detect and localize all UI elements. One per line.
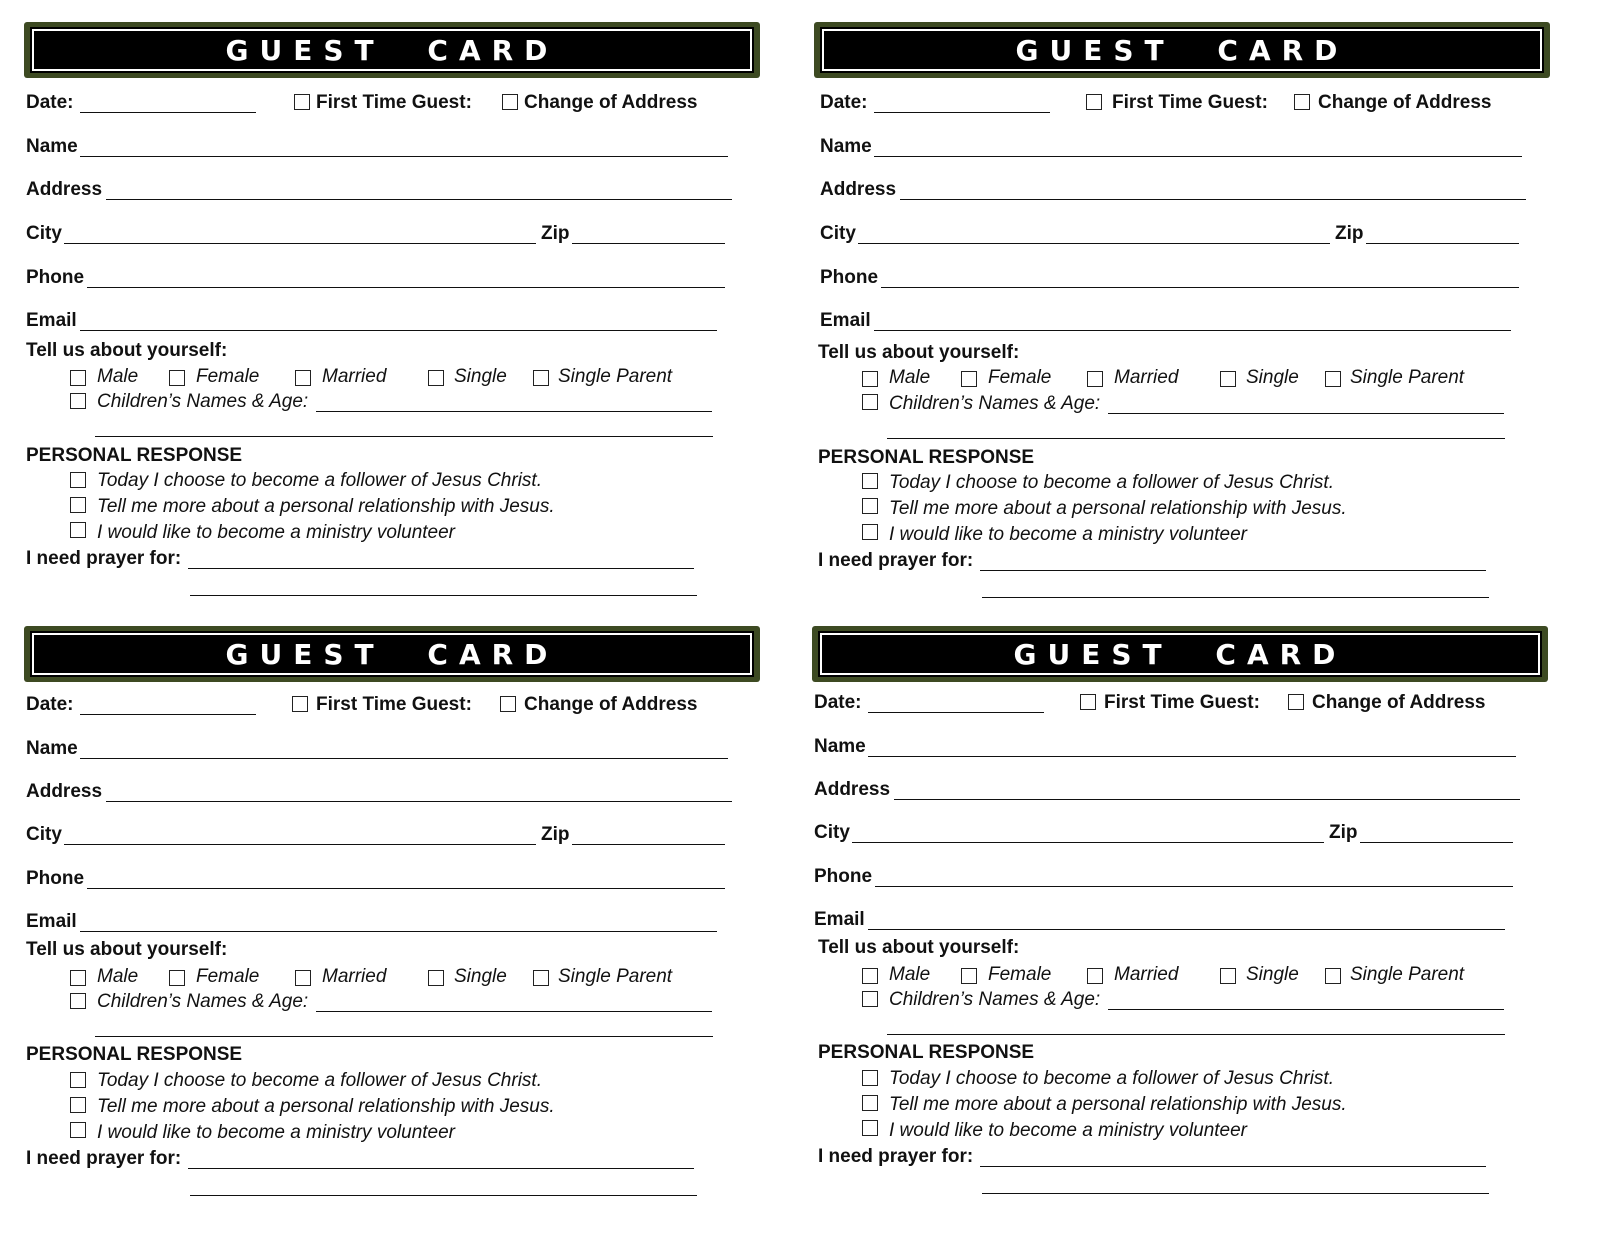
male-checkbox[interactable] (70, 970, 86, 986)
single-parent-checkbox[interactable] (1325, 371, 1341, 387)
married-label: Married (322, 966, 387, 987)
change-of-address-label: Change of Address (1318, 92, 1492, 113)
address-field[interactable] (106, 199, 732, 200)
zip-label: Zip (1329, 822, 1358, 843)
card-banner (24, 626, 760, 682)
single-checkbox[interactable] (1220, 371, 1236, 387)
single-parent-checkbox[interactable] (533, 970, 549, 986)
first-time-guest-checkbox[interactable] (294, 94, 310, 110)
name-field[interactable] (874, 156, 1522, 157)
children-field-continued[interactable] (95, 1036, 713, 1037)
change-of-address-checkbox[interactable] (502, 94, 518, 110)
married-label: Married (1114, 964, 1179, 985)
city-label: City (26, 223, 62, 244)
phone-label: Phone (26, 267, 85, 288)
volunteer-label: I would like to become a ministry volunteer (889, 524, 1247, 545)
volunteer-checkbox[interactable] (862, 524, 878, 540)
volunteer-label: I would like to become a ministry volunteer (97, 1122, 455, 1143)
female-label: Female (988, 367, 1052, 388)
children-label: Children’s Names & Age: (889, 393, 1101, 414)
city-label: City (26, 824, 62, 845)
first-time-guest-checkbox[interactable] (1086, 94, 1102, 110)
zip-field[interactable] (572, 844, 725, 845)
address-field[interactable] (900, 199, 1526, 200)
married-checkbox[interactable] (1087, 968, 1103, 984)
volunteer-checkbox[interactable] (862, 1120, 878, 1136)
follower-label: Today I choose to become a follower of Jesus Christ. (889, 472, 1334, 493)
married-checkbox[interactable] (295, 370, 311, 386)
first-time-guest-label: First Time Guest: (1104, 692, 1260, 713)
children-checkbox[interactable] (862, 394, 878, 410)
prayer-label: I need prayer for: (818, 550, 974, 571)
name-field[interactable] (80, 758, 728, 759)
relationship-checkbox[interactable] (862, 1095, 878, 1111)
single-checkbox[interactable] (1220, 968, 1236, 984)
change-of-address-label: Change of Address (524, 694, 698, 715)
name-label: Name (820, 136, 872, 157)
guest-card-bottom-right (812, 626, 1572, 1226)
zip-label: Zip (541, 824, 570, 845)
female-checkbox[interactable] (169, 970, 185, 986)
date-field[interactable] (874, 112, 1050, 113)
follower-checkbox[interactable] (862, 1070, 878, 1086)
personal-response-heading: PERSONAL RESPONSE (26, 1044, 243, 1065)
name-label: Name (814, 736, 866, 757)
children-checkbox[interactable] (862, 991, 878, 1007)
address-field[interactable] (106, 801, 732, 802)
zip-label: Zip (541, 223, 570, 244)
email-label: Email (26, 310, 77, 331)
personal-response-heading: PERSONAL RESPONSE (26, 445, 243, 466)
follower-checkbox[interactable] (862, 473, 878, 489)
female-checkbox[interactable] (961, 968, 977, 984)
card-title: GUEST CARD (225, 33, 559, 67)
first-time-guest-checkbox[interactable] (292, 696, 308, 712)
first-time-guest-checkbox[interactable] (1080, 694, 1096, 710)
single-label: Single (454, 966, 507, 987)
phone-field[interactable] (881, 287, 1519, 288)
name-field[interactable] (80, 156, 728, 157)
email-field[interactable] (874, 330, 1511, 331)
about-heading: Tell us about yourself: (818, 342, 1020, 363)
prayer-field[interactable] (980, 570, 1486, 571)
children-field-continued[interactable] (887, 438, 1505, 439)
phone-label: Phone (814, 866, 873, 887)
personal-response-heading: PERSONAL RESPONSE (818, 1042, 1035, 1063)
male-label: Male (97, 366, 139, 387)
single-parent-label: Single Parent (1350, 964, 1465, 985)
children-label: Children’s Names & Age: (97, 391, 309, 412)
relationship-label: Tell me more about a personal relationship with Jesus. (97, 1096, 555, 1117)
prayer-field-continued[interactable] (982, 1193, 1489, 1194)
follower-label: Today I choose to become a follower of Jesus Christ. (97, 1070, 542, 1091)
change-of-address-checkbox[interactable] (1288, 694, 1304, 710)
email-field[interactable] (80, 330, 717, 331)
single-parent-checkbox[interactable] (1325, 968, 1341, 984)
female-checkbox[interactable] (169, 370, 185, 386)
change-of-address-checkbox[interactable] (1294, 94, 1310, 110)
prayer-field[interactable] (188, 568, 694, 569)
prayer-field-continued[interactable] (982, 597, 1489, 598)
phone-label: Phone (26, 868, 85, 889)
date-label: Date: (820, 92, 868, 113)
prayer-field[interactable] (980, 1166, 1486, 1167)
date-field[interactable] (80, 112, 256, 113)
children-field[interactable] (1108, 1009, 1504, 1010)
relationship-checkbox[interactable] (862, 498, 878, 514)
date-label: Date: (26, 92, 74, 113)
children-checkbox[interactable] (70, 393, 86, 409)
card-title: GUEST CARD (1015, 33, 1349, 67)
follower-label: Today I choose to become a follower of Jesus Christ. (97, 470, 542, 491)
guest-card-top-right (814, 22, 1574, 622)
card-title: GUEST CARD (225, 637, 559, 671)
guest-card-top-left (24, 22, 784, 622)
follower-checkbox[interactable] (70, 472, 86, 488)
single-checkbox[interactable] (428, 970, 444, 986)
single-parent-label: Single Parent (558, 366, 673, 387)
single-label: Single (1246, 367, 1299, 388)
children-field[interactable] (316, 1011, 712, 1012)
address-label: Address (820, 179, 897, 200)
card-title: GUEST CARD (1013, 637, 1347, 671)
zip-label: Zip (1335, 223, 1364, 244)
city-field[interactable] (64, 844, 536, 845)
name-label: Name (26, 136, 78, 157)
name-label: Name (26, 738, 78, 759)
children-field-continued[interactable] (95, 436, 713, 437)
guest-card-bottom-left (24, 626, 784, 1226)
email-field[interactable] (80, 931, 717, 932)
card-banner (24, 22, 760, 78)
date-field[interactable] (80, 714, 256, 715)
about-heading: Tell us about yourself: (818, 937, 1020, 958)
date-field[interactable] (868, 712, 1044, 713)
address-field[interactable] (894, 799, 1520, 800)
female-checkbox[interactable] (961, 371, 977, 387)
relationship-label: Tell me more about a personal relationship with Jesus. (97, 496, 555, 517)
volunteer-label: I would like to become a ministry volunteer (889, 1120, 1247, 1141)
volunteer-checkbox[interactable] (70, 1122, 86, 1138)
change-of-address-label: Change of Address (1312, 692, 1486, 713)
follower-label: Today I choose to become a follower of Jesus Christ. (889, 1068, 1334, 1089)
city-field[interactable] (852, 842, 1324, 843)
email-label: Email (814, 909, 865, 930)
name-field[interactable] (868, 756, 1516, 757)
male-checkbox[interactable] (70, 370, 86, 386)
prayer-label: I need prayer for: (26, 548, 182, 569)
married-label: Married (322, 366, 387, 387)
prayer-label: I need prayer for: (818, 1146, 974, 1167)
card-banner (812, 626, 1548, 682)
prayer-field-continued[interactable] (190, 1195, 697, 1196)
email-label: Email (820, 310, 871, 331)
single-parent-checkbox[interactable] (533, 370, 549, 386)
address-label: Address (26, 179, 103, 200)
children-field-continued[interactable] (887, 1034, 1505, 1035)
phone-field[interactable] (875, 886, 1513, 887)
city-label: City (820, 223, 856, 244)
follower-checkbox[interactable] (70, 1072, 86, 1088)
relationship-label: Tell me more about a personal relationship with Jesus. (889, 1094, 1347, 1115)
volunteer-checkbox[interactable] (70, 522, 86, 538)
male-label: Male (889, 964, 931, 985)
children-field[interactable] (316, 411, 712, 412)
female-label: Female (988, 964, 1052, 985)
volunteer-label: I would like to become a ministry volunteer (97, 522, 455, 543)
phone-label: Phone (820, 267, 879, 288)
single-label: Single (454, 366, 507, 387)
children-field[interactable] (1108, 413, 1504, 414)
zip-field[interactable] (1360, 842, 1513, 843)
phone-field[interactable] (87, 287, 725, 288)
first-time-guest-label: First Time Guest: (316, 694, 472, 715)
female-label: Female (196, 366, 260, 387)
change-of-address-label: Change of Address (524, 92, 698, 113)
date-label: Date: (26, 694, 74, 715)
first-time-guest-label: First Time Guest: (1112, 92, 1268, 113)
relationship-checkbox[interactable] (70, 1097, 86, 1113)
change-of-address-checkbox[interactable] (500, 696, 516, 712)
address-label: Address (814, 779, 891, 800)
prayer-label: I need prayer for: (26, 1148, 182, 1169)
card-banner (814, 22, 1550, 78)
prayer-field[interactable] (188, 1168, 694, 1169)
relationship-checkbox[interactable] (70, 497, 86, 513)
male-label: Male (97, 966, 139, 987)
personal-response-heading: PERSONAL RESPONSE (818, 447, 1035, 468)
email-label: Email (26, 911, 77, 932)
about-heading: Tell us about yourself: (26, 340, 228, 361)
married-checkbox[interactable] (295, 970, 311, 986)
children-label: Children’s Names & Age: (889, 989, 1101, 1010)
city-field[interactable] (858, 243, 1330, 244)
children-checkbox[interactable] (70, 993, 86, 1009)
children-label: Children’s Names & Age: (97, 991, 309, 1012)
email-field[interactable] (868, 929, 1505, 930)
zip-field[interactable] (572, 243, 725, 244)
single-label: Single (1246, 964, 1299, 985)
married-label: Married (1114, 367, 1179, 388)
male-label: Male (889, 367, 931, 388)
date-label: Date: (814, 692, 862, 713)
single-parent-label: Single Parent (558, 966, 673, 987)
city-field[interactable] (64, 243, 536, 244)
single-parent-label: Single Parent (1350, 367, 1465, 388)
city-label: City (814, 822, 850, 843)
male-checkbox[interactable] (862, 968, 878, 984)
male-checkbox[interactable] (862, 371, 878, 387)
female-label: Female (196, 966, 260, 987)
single-checkbox[interactable] (428, 370, 444, 386)
address-label: Address (26, 781, 103, 802)
phone-field[interactable] (87, 888, 725, 889)
about-heading: Tell us about yourself: (26, 939, 228, 960)
first-time-guest-label: First Time Guest: (316, 92, 472, 113)
prayer-field-continued[interactable] (190, 595, 697, 596)
married-checkbox[interactable] (1087, 371, 1103, 387)
zip-field[interactable] (1366, 243, 1519, 244)
relationship-label: Tell me more about a personal relationship with Jesus. (889, 498, 1347, 519)
